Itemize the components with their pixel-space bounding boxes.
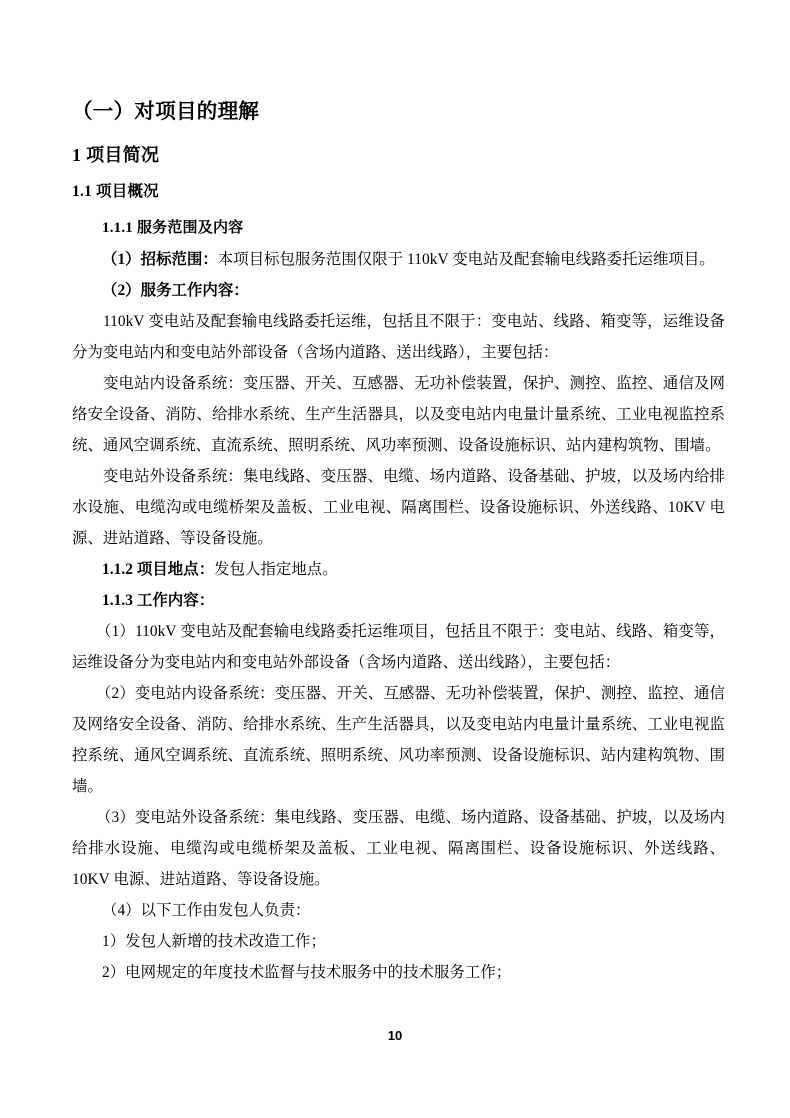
top-margin-spacer bbox=[72, 0, 725, 97]
section-heading-level-2: 1 项目简况 bbox=[72, 145, 160, 165]
spacer bbox=[72, 205, 725, 213]
page-number: 10 bbox=[387, 1028, 403, 1043]
scope-item-1-label: （1）招标范围： bbox=[102, 251, 218, 268]
work-item-1: （1）110kV 变电站及配套输电线路委托运维项目，包括且不限于：变电站、线路、箱变等，运维设备分为变电站内和变电站外部设备（含场内道路、送出线路），主要包括： bbox=[72, 623, 725, 671]
section-heading-1-1-1: 1.1.1 服务范围及内容 bbox=[102, 220, 244, 236]
paragraph-inside-substation-systems: 变电站内设备系统：变压器、开关、互感器、无功补偿装置，保护、测控、监控、通信及网络安全设备、消防、给排水系统、生产生活器具，以及变电站内电量计量系统、工业电视监控系统、通风空调系统、直流系统、照明系统、风功率预测、设备设施标识、站内建构筑物、围墙。 bbox=[72, 375, 725, 454]
spacer bbox=[72, 127, 725, 141]
section-heading-level-1: （一）对项目的理解 bbox=[72, 101, 260, 123]
spacer bbox=[72, 169, 725, 179]
paragraph-outside-substation-systems: 变电站外设备系统：集电线路、变压器、电缆、场内道路、设备基础、护坡，以及场内给排水设施、电缆沟或电缆桥架及盖板、工业电视、隔离围栏、设备设施标识、外送线路、10KV 电源、进站道路、等设备设施。 bbox=[72, 468, 725, 547]
paragraph-scope-overview: 110kV 变电站及配套输电线路委托运维，包括且不限于：变电站、线路、箱变等，运维设备分为变电站内和变电站外部设备（含场内道路、送出线路），主要包括： bbox=[72, 313, 725, 361]
section-heading-level-3: 1.1 项目概况 bbox=[72, 183, 159, 200]
work-item-4: （4）以下工作由发包人负责： bbox=[102, 902, 311, 919]
work-item-3: （3）变电站外设备系统：集电线路、变压器、电缆、场内道路、设备基础、护坡，以及场内给排水设施、电缆沟或电缆桥架及盖板、工业电视、隔离围栏、设备设施标识、外送线路、10KV 电源、进站道路、等设备设施。 bbox=[72, 809, 725, 888]
project-location-value: 发包人指定地点。 bbox=[214, 561, 338, 578]
scope-item-1-text: 本项目标包服务范围仅限于 110kV 变电站及配套输电线路委托运维项目。 bbox=[217, 251, 715, 268]
work-content-label: 1.1.3 工作内容： bbox=[102, 592, 215, 609]
work-item-4-sub-1: 1）发包人新增的技术改造工作； bbox=[102, 933, 326, 950]
document-body bbox=[72, 0, 725, 988]
section-heading-1-1-2 bbox=[72, 554, 725, 585]
scope-item-2 bbox=[72, 275, 725, 306]
work-item-2: （2）变电站内设备系统：变压器、开关、互感器、无功补偿装置，保护、测控、监控、通信及网络安全设备、消防、给排水系统、生产生活器具，以及变电站内电量计量系统、工业电视监控系统、通风空调系统、直流系统、照明系统、风功率预测、设备设施标识、站内建构筑物、围墙。 bbox=[72, 685, 725, 795]
scope-item-1 bbox=[72, 244, 725, 275]
scope-item-2-label: （2）服务工作内容： bbox=[102, 282, 249, 299]
work-item-4-sub-2: 2）电网规定的年度技术监督与技术服务中的技术服务工作； bbox=[102, 964, 512, 981]
project-location-label: 1.1.2 项目地点： bbox=[102, 561, 215, 578]
section-heading-1-1-3 bbox=[72, 585, 725, 616]
